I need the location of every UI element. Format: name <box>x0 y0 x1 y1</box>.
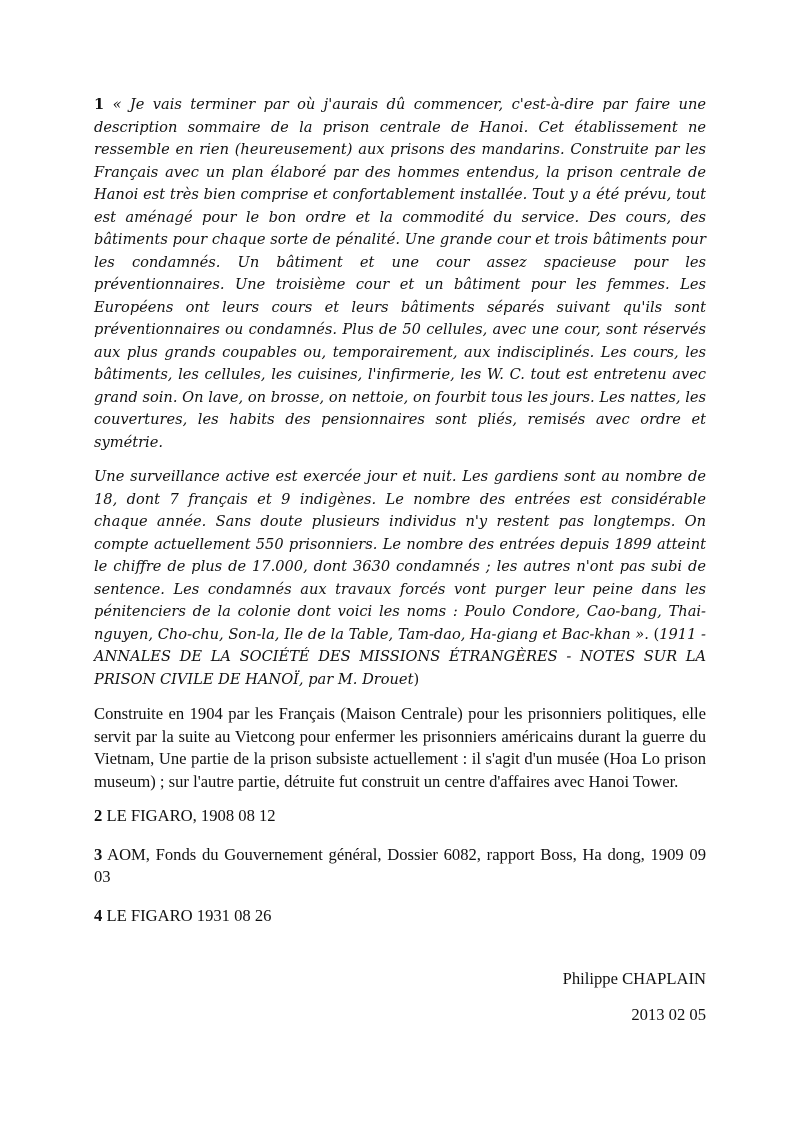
reference-4 <box>94 905 706 928</box>
footnote-number: 1 <box>94 96 105 113</box>
reference-number: 2 <box>94 806 103 825</box>
reference-number: 4 <box>94 905 103 925</box>
quote-text-2: Une surveillance active est exercée jour et nuit. Les gardiens sont au nombre de 18, dont 7 français et 9 indigènes. Le nombre des entrées est considérable chaque année. Sans doute plusieurs individus n'y restent pas longtemps. On compte actuellement 550 prisonniers. Le nombre des entrées depuis 1899 atteint le chiffre de plus de 17.000, dont 3630 condamnés ; les autres n'ont pas subi de sentence. Les condamnés aux travaux forcés vont purger leur peine dans les pénitenciers de la colonie dont voici les noms : Poulo Condore, Cao-bang, Thai-nguyen, Cho-chu, Son-la, Ile de la Table, Tam-dao, Ha-giang et Bac-khan ». <box>94 468 706 643</box>
quote-text-1: « Je vais terminer par où j'aurais dû commencer, c'est-à-dire par faire une description sommaire de la prison centrale de Hanoi. Cet établissement ne ressemble en rien (heureusement) aux prisons des mandarins. Construite par les Français avec un plan élaboré par des hommes entendus, la prison centrale de Hanoi est très bien comprise et confortablement installée. Tout y a été prévu, tout est aménagé pour le bon ordre et la commodité du service. Des cours, des bâtiments pour chaque sorte de pénalité. Une grande cour et trois bâtiments pour les condamnés. Un bâtiment et une cour assez spacieuse pour les préventionnaires. Une troisième cour et un bâtiment pour les femmes. Les Européens ont leurs cours et leurs bâtiments séparés suivant qu'ils sont préventionnaires ou condamnés. Plus de 50 cellules, avec une cour, sont réservés aux plus grands coupables ou, temporairement, aux indisciplinés. Les cours, les bâtiments, les cellules, les cuisines, l'infirmerie, les W. C. tout est entretenu avec grand soin. On lave, on brosse, on nettoie, on fourbit tous les jours. Les nattes, les couvertures, les habits des pensionnaires sont pliés, remisés avec ordre et symétrie. <box>94 96 706 451</box>
reference-number: 3 <box>94 844 103 864</box>
reference-2 <box>94 805 706 828</box>
author-name: Philippe CHAPLAIN <box>562 969 706 988</box>
quote-source: 1911 - ANNALES DE LA SOCIÉTÉ DES MISSIONS ÉTRANGÈRES - NOTES SUR LA PRISON CIVILE DE HANOÏ, par M. Drouet <box>94 625 706 688</box>
reference-text: AOM, Fonds du Gouvernement général, Dossier 6082, rapport Boss, Ha dong, 1909 09 03 <box>94 844 706 886</box>
note-1-paragraph-1 <box>94 94 706 454</box>
comment-paragraph: Construite en 1904 par les Français (Maison Centrale) pour les prisonniers politiques, elle servit par la suite au Vietcong pour enfermer les prisonniers américains durant la guerre du Vietnam, Une partie de la prison subsiste actuellement : il s'agit d'un musée (Hoa Lo prison museum) ; sur l'autre partie, détruite fut construit un centre d'affaires avec Hanoi Tower. <box>94 704 706 791</box>
reference-text: LE FIGARO, 1908 08 12 <box>102 806 276 825</box>
signature-block <box>563 968 706 1026</box>
signature-date: 2013 02 05 <box>631 1005 706 1024</box>
reference-text: LE FIGARO 1931 08 26 <box>102 905 272 925</box>
note-1-paragraph-2: Une surveillance active est exercée jour et nuit. Les gardiens sont au nombre de 18, dont 7 français et 9 indigènes. Le nombre des entrées est considérable chaque année. Sans doute plusieurs individus n'y restent pas longtemps. On compte actuellement 550 prisonniers. Le nombre des entrées depuis 1899 atteint le chiffre de plus de 17.000, dont 3630 condamnés ; les autres n'ont pas subi de sentence. Les condamnés aux travaux forcés vont purger leur peine dans les pénitenciers de la colonie dont voici les noms : Poulo Condore, Cao-bang, Thai-nguyen, Cho-chu, Son-la, Ile de la Table, Tam-dao, Ha-giang et Bac-khan ». (1911 - ANNALES DE LA SOCIÉTÉ DES MISSIONS ÉTRANGÈRES - NOTES SUR LA PRISON CIVILE DE HANOÏ, par M. Drouet) <box>94 468 706 688</box>
reference-3 <box>94 844 706 889</box>
